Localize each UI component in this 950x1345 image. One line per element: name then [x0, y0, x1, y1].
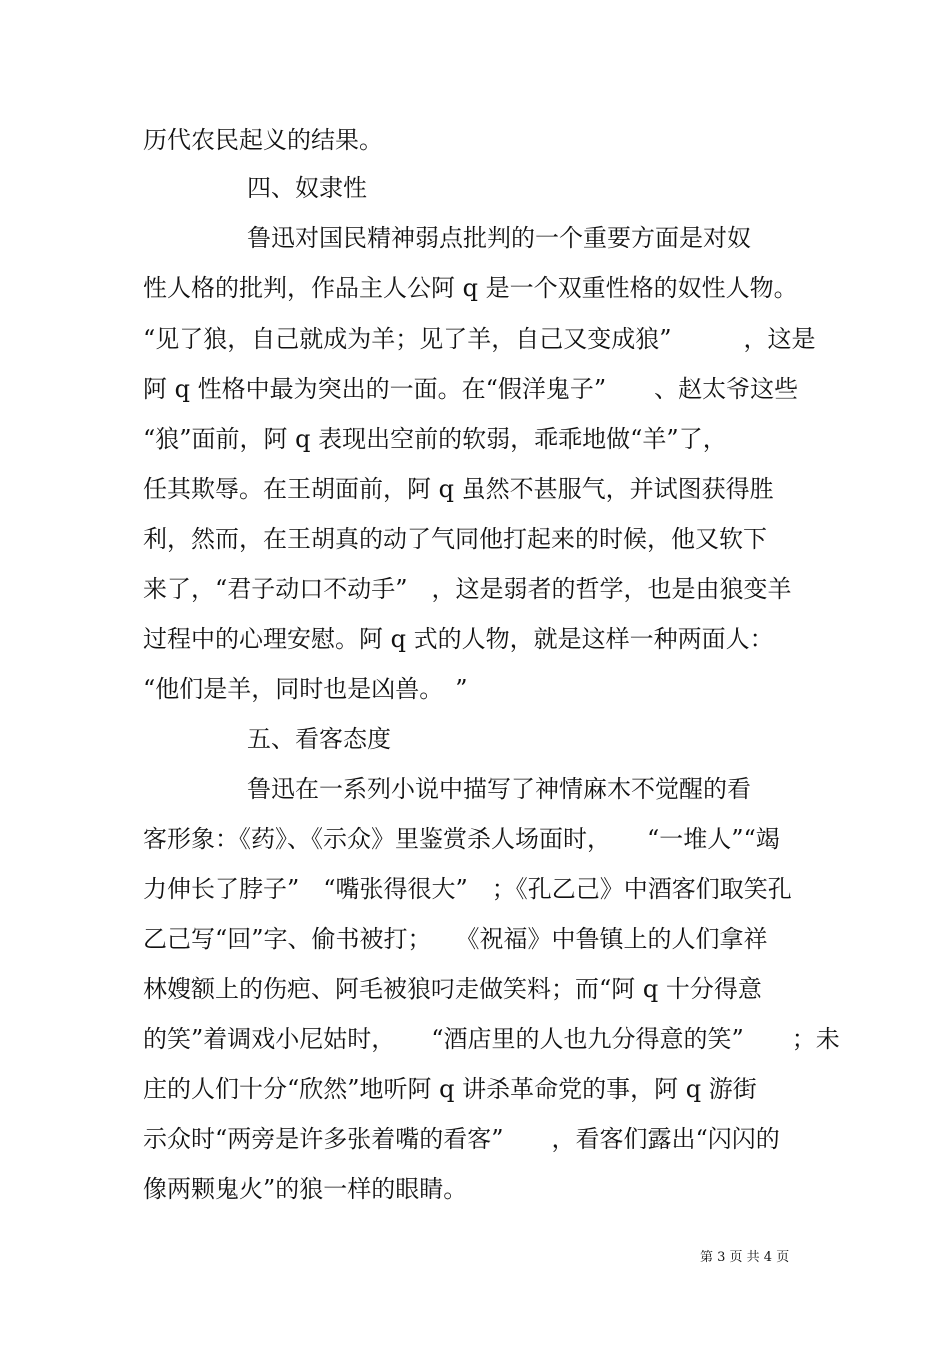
- text-line: 示众时“两旁是许多张着嘴的看客” ，看客们露出“闪闪的: [143, 1125, 780, 1153]
- text-line: 鲁迅对国民精神弱点批判的一个重要方面是对奴: [247, 224, 751, 252]
- text-line: “他们是羊，同时也是凶兽。 ”: [143, 675, 468, 703]
- text-line: 客形象：《药》、《示众》里鉴赏杀人场面时， “一堆人”“竭: [143, 825, 780, 853]
- text-line: 力伸长了脖子” “嘴张得很大” ；《孔乙己》中酒客们取笑孔: [143, 875, 792, 903]
- section-heading: 五、看客态度: [247, 725, 391, 753]
- text-line: 林嫂额上的伤疤、阿毛被狼叼走做笑料；而“阿 q 十分得意: [143, 975, 762, 1003]
- text-line: 任其欺辱。在王胡面前，阿 q 虽然不甚服气，并试图获得胜: [143, 475, 774, 503]
- section-heading: 四、奴隶性: [247, 174, 367, 202]
- text-line: 过程中的心理安慰。阿 q 式的人物，就是这样一种两面人：: [143, 625, 774, 653]
- text-line: 乙己写“回”字、偷书被打； 《祝福》中鲁镇上的人们拿祥: [143, 925, 768, 953]
- text-line: 历代农民起义的结果。: [143, 126, 383, 154]
- text-line: 阿 q 性格中最为突出的一面。在“假洋鬼子” 、赵太爷这些: [143, 375, 799, 403]
- text-line: “狼”面前，阿 q 表现出空前的软弱，乖乖地做“羊”了，: [143, 425, 727, 453]
- text-line: 利，然而，在王胡真的动了气同他打起来的时候，他又软下: [143, 525, 767, 553]
- text-line: 鲁迅在一系列小说中描写了神情麻木不觉醒的看: [247, 775, 751, 803]
- text-line: 的笑”着调戏小尼姑时， “酒店里的人也九分得意的笑” ；未: [143, 1025, 840, 1053]
- page-number: 第 3 页 共 4 页: [700, 1250, 790, 1265]
- text-line: 像两颗鬼火”的狼一样的眼睛。: [143, 1175, 468, 1203]
- text-line: 来了，“君子动口不动手” ，这是弱者的哲学，也是由狼变羊: [143, 575, 792, 603]
- text-line: 性人格的批判，作品主人公阿 q 是一个双重性格的奴性人物。: [143, 274, 798, 302]
- text-line: 庄的人们十分“欣然”地听阿 q 讲杀革命党的事，阿 q 游街: [143, 1075, 757, 1103]
- text-line: “见了狼，自己就成为羊；见了羊，自己又变成狼” ，这是: [143, 325, 816, 353]
